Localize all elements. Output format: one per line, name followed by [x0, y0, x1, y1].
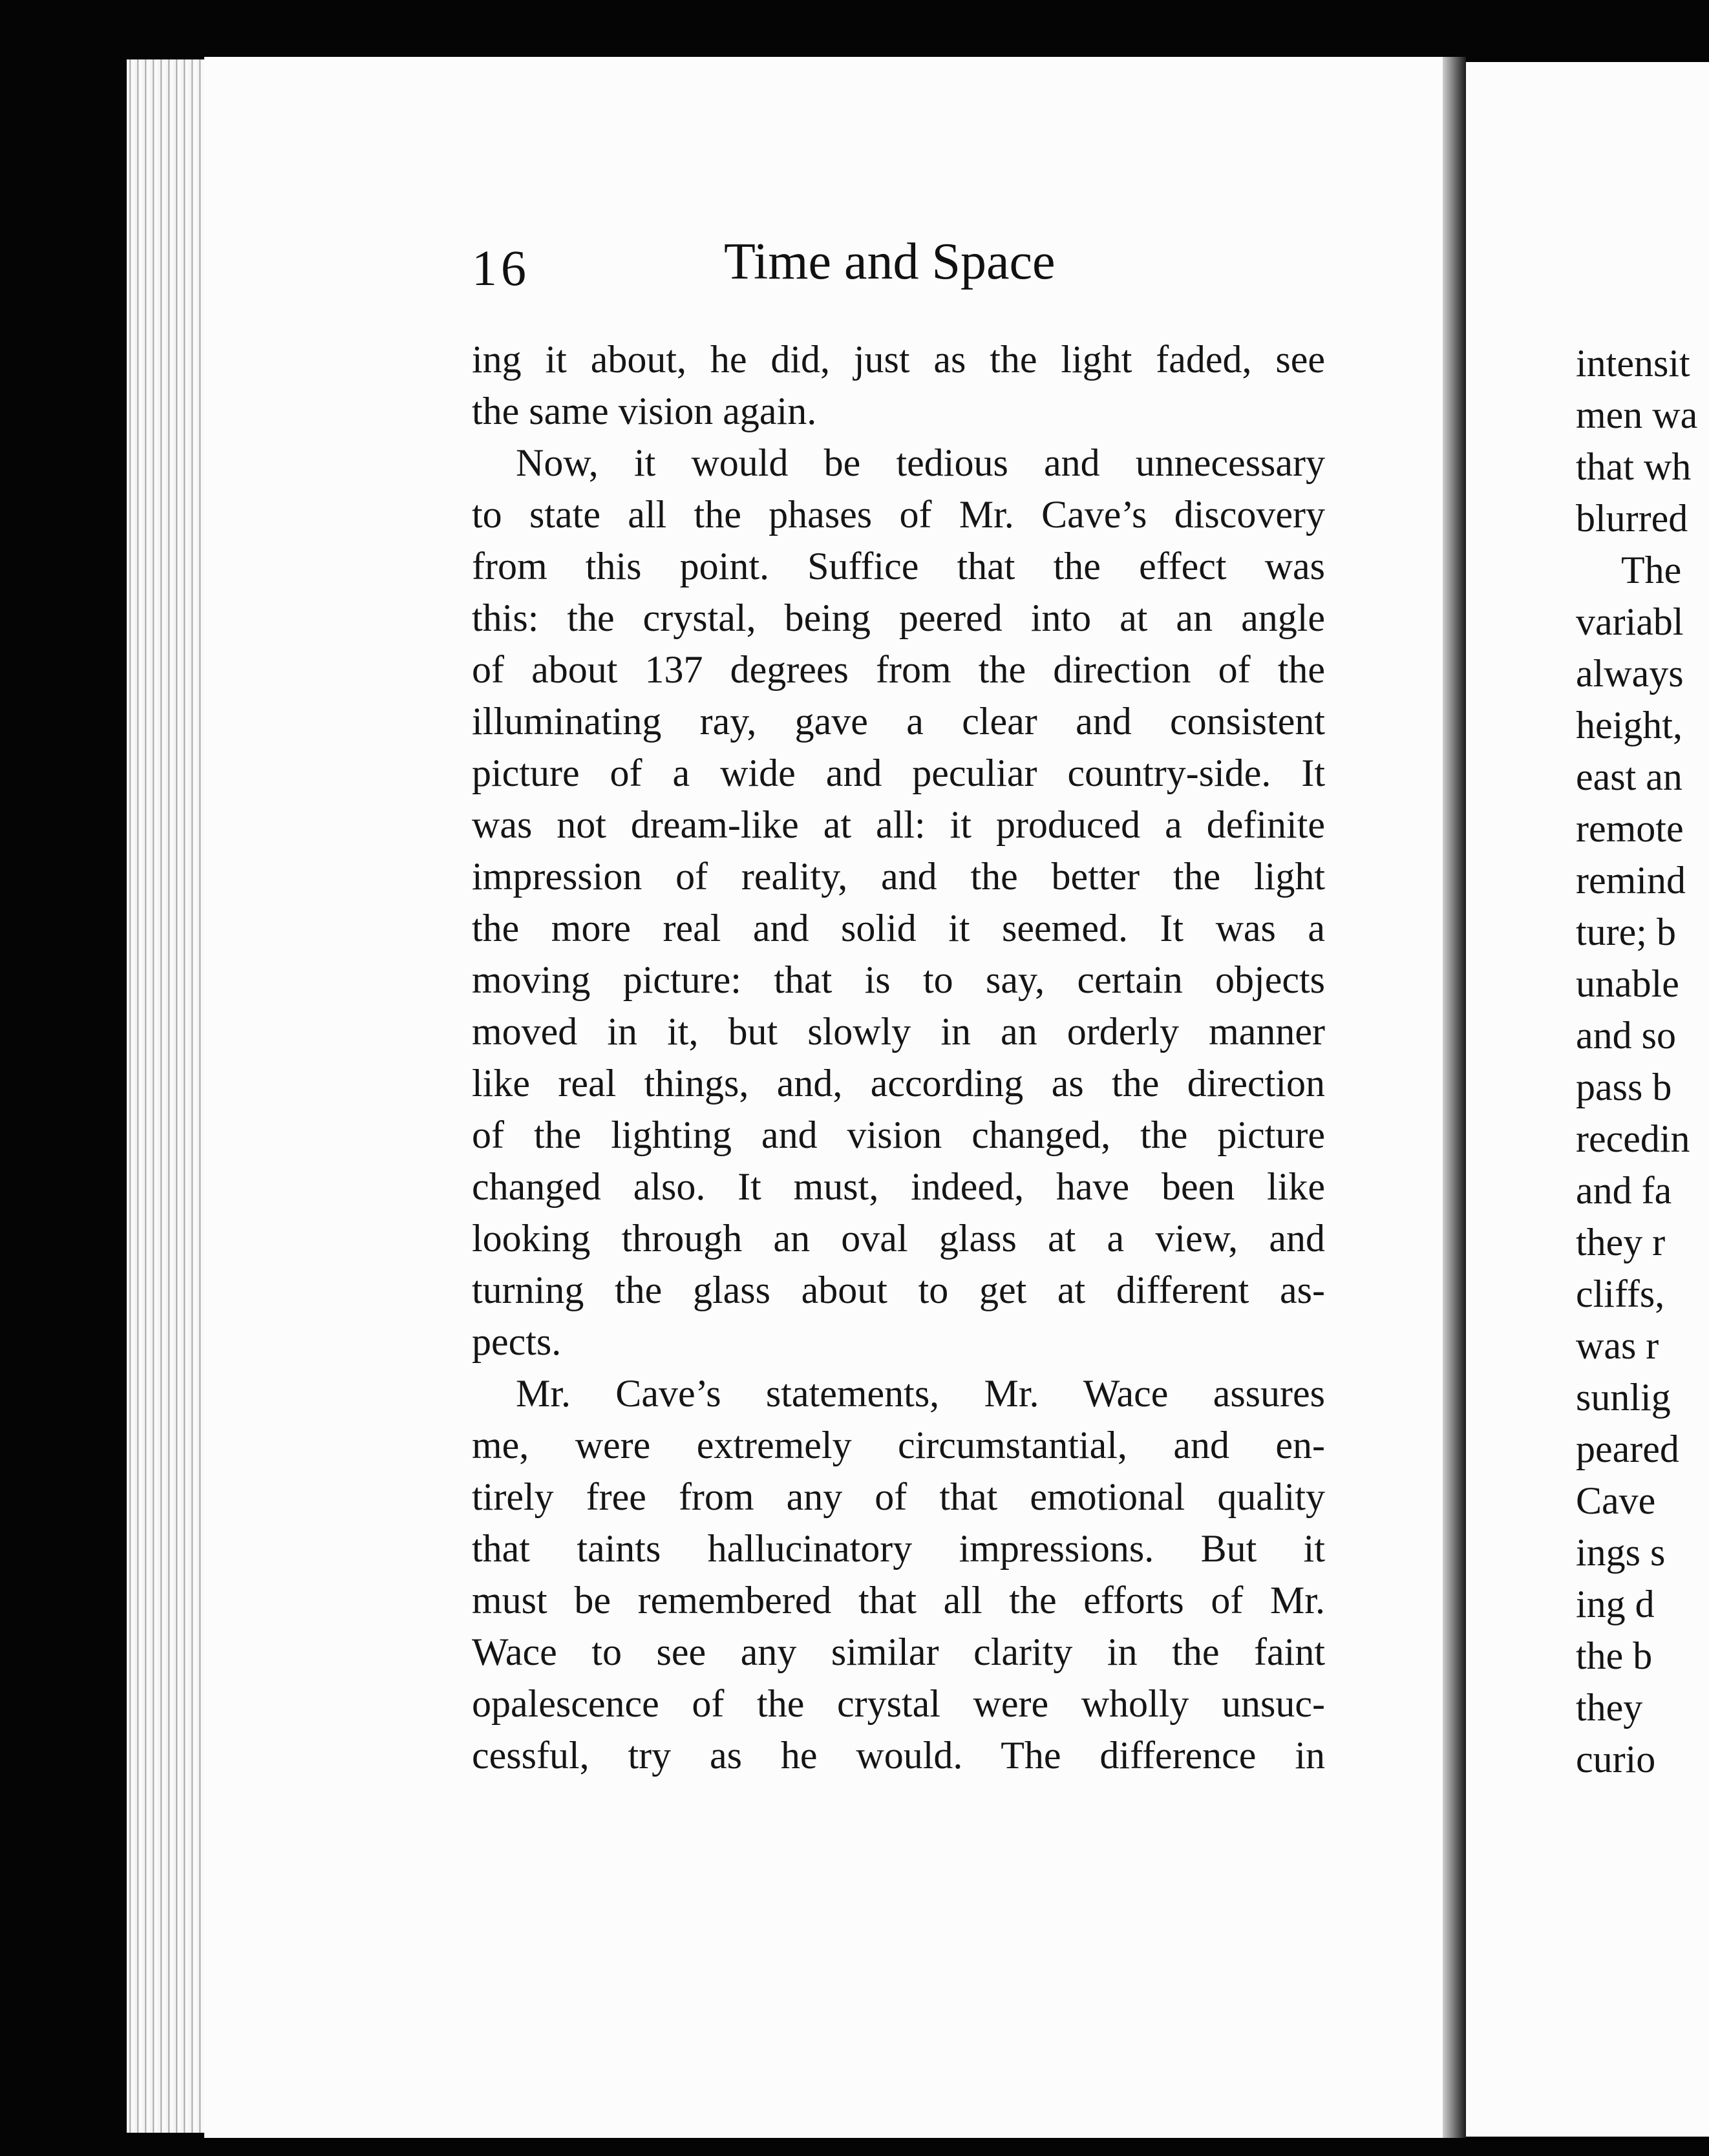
text-line: moving picture: that is to say, certain objects	[472, 958, 1325, 1001]
text-line: of about 137 degrees from the direction of the	[472, 648, 1325, 691]
text-line: must be remembered that all the efforts of Mr.	[472, 1579, 1325, 1622]
facing-line: The	[1621, 549, 1682, 591]
facing-page	[1466, 62, 1709, 2137]
facing-line: Cave	[1576, 1479, 1656, 1522]
text-line: ing it about, he did, just as the light faded, see	[472, 338, 1325, 381]
text-line: like real things, and, according as the direction	[472, 1062, 1325, 1104]
page-header	[472, 233, 1377, 304]
text-line: picture of a wide and peculiar country-side. It	[472, 752, 1325, 794]
facing-line: recedin	[1576, 1117, 1690, 1160]
text-line: me, were extremely circumstantial, and en-	[472, 1424, 1325, 1466]
book-gutter	[1443, 57, 1466, 2138]
text-line: illuminating ray, gave a clear and consistent	[472, 700, 1325, 743]
facing-line: men wa	[1576, 394, 1698, 436]
facing-line: unable	[1576, 962, 1679, 1005]
facing-page-text	[1576, 337, 1697, 1785]
text-line: this: the crystal, being peered into at an angle	[472, 597, 1325, 639]
text-line: looking through an oval glass at a view, and	[472, 1217, 1325, 1260]
facing-line: and fa	[1576, 1169, 1672, 1212]
facing-line: they r	[1576, 1221, 1666, 1263]
facing-line: curio	[1576, 1738, 1656, 1781]
text-line: the same vision again.	[472, 390, 817, 432]
text-line: Wace to see any similar clarity in the faint	[472, 1631, 1325, 1673]
body-text	[472, 333, 1325, 1781]
facing-line: sunlig	[1576, 1376, 1671, 1419]
text-line: pects.	[472, 1320, 562, 1363]
text-line: was not dream-like at all: it produced a definite	[472, 803, 1325, 846]
facing-line: and so	[1576, 1014, 1676, 1057]
text-line: Mr. Cave’s statements, Mr. Wace assures	[516, 1372, 1325, 1415]
facing-line: ture; b	[1576, 911, 1676, 953]
text-line: Now, it would be tedious and unnecessary	[516, 441, 1325, 484]
facing-line: the b	[1576, 1634, 1653, 1677]
facing-line: peared	[1576, 1428, 1679, 1470]
text-line: impression of reality, and the better the light	[472, 855, 1325, 898]
facing-line: intensit	[1576, 342, 1690, 385]
facing-line: remind	[1576, 859, 1686, 902]
facing-line: was r	[1576, 1324, 1659, 1367]
facing-line: ing d	[1576, 1583, 1655, 1625]
running-title: Time and Space	[724, 233, 1056, 290]
page-number: 16	[472, 240, 530, 296]
text-line: from this point. Suffice that the effect was	[472, 545, 1325, 587]
page-edges	[127, 59, 204, 2133]
text-line: tirely free from any of that emotional quality	[472, 1475, 1325, 1518]
facing-line: pass b	[1576, 1066, 1672, 1108]
text-line: of the lighting and vision changed, the picture	[472, 1114, 1325, 1156]
facing-line: they	[1576, 1686, 1643, 1729]
text-line: to state all the phases of Mr. Cave’s discovery	[472, 493, 1325, 536]
facing-line: remote	[1576, 807, 1684, 850]
text-line: moved in it, but slowly in an orderly manner	[472, 1010, 1325, 1053]
facing-line: ings s	[1576, 1531, 1666, 1574]
text-line: turning the glass about to get at different as-	[472, 1269, 1325, 1311]
facing-line: blurred	[1576, 497, 1688, 540]
facing-line: east an	[1576, 756, 1682, 798]
facing-line: always	[1576, 652, 1684, 695]
facing-line: height,	[1576, 704, 1682, 746]
text-line: the more real and solid it seemed. It was a	[472, 907, 1325, 949]
text-line: cessful, try as he would. The difference in	[472, 1734, 1325, 1777]
text-line: changed also. It must, indeed, have been like	[472, 1165, 1325, 1208]
facing-line: variabl	[1576, 600, 1684, 643]
text-line: that taints hallucinatory impressions. But it	[472, 1527, 1325, 1570]
facing-line: cliffs,	[1576, 1273, 1665, 1315]
facing-line: that wh	[1576, 445, 1692, 488]
text-line: opalescence of the crystal were wholly unsuc-	[472, 1682, 1325, 1725]
